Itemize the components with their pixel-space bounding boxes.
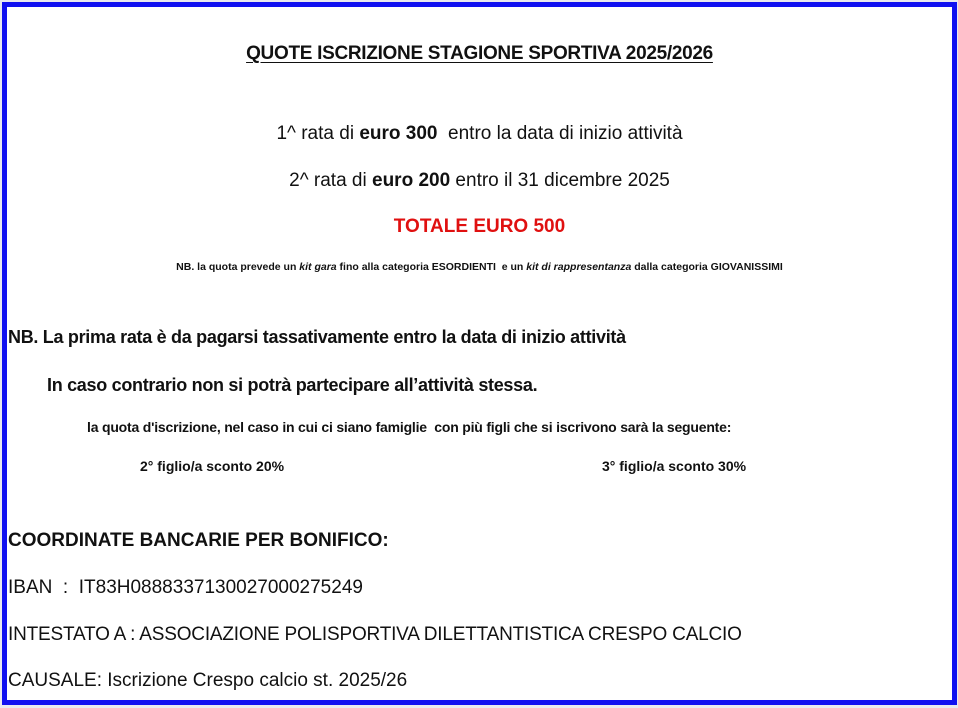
document-frame xyxy=(2,2,957,705)
rata-1-suffix: entro la data di inizio attività xyxy=(437,123,683,144)
kit-rappresentanza: kit di rappresentanza xyxy=(526,261,632,273)
rata-2-prefix: 2^ rata di xyxy=(289,170,372,191)
famiglie-note: la quota d'iscrizione, nel caso in cui ci siano famiglie con più figli che si iscrivono sarà la seguente: xyxy=(87,419,732,435)
kit-note-part2: fino alla categoria ESORDIENTI e un xyxy=(336,261,527,273)
sconto-secondo-figlio: 2° figlio/a sconto 20% xyxy=(140,458,285,474)
kit-note-part1: NB. la quota prevede un xyxy=(176,261,300,273)
rata-2-amount: euro 200 xyxy=(372,170,451,191)
totale-amount: TOTALE EURO 500 xyxy=(393,216,566,237)
nb-caso-contrario: In caso contrario non si potrà partecipare all’attività stessa. xyxy=(47,375,538,395)
sconto-terzo-figlio: 3° figlio/a sconto 30% xyxy=(602,458,747,474)
kit-note-part3: dalla categoria GIOVANISSIMI xyxy=(631,261,783,273)
iban: IBAN : IT83H0888337130027000275249 xyxy=(8,577,363,598)
rata-2-suffix: entro il 31 dicembre 2025 xyxy=(450,170,670,191)
rata-1-line xyxy=(7,123,952,145)
rata-1-prefix: 1^ rata di xyxy=(276,123,360,144)
rata-2-line xyxy=(7,170,952,192)
causale: CAUSALE: Iscrizione Crespo calcio st. 2025/26 xyxy=(8,670,408,691)
nb-prima-rata: NB. La prima rata è da pagarsi tassativamente entro la data di inizio attività xyxy=(8,327,626,347)
page-title: QUOTE ISCRIZIONE STAGIONE SPORTIVA 2025/2026 xyxy=(246,43,713,64)
coordinate-heading: COORDINATE BANCARIE PER BONIFICO: xyxy=(8,530,389,551)
kit-gara: kit gara xyxy=(299,261,337,273)
rata-1-amount: euro 300 xyxy=(359,123,438,144)
intestato: INTESTATO A : ASSOCIAZIONE POLISPORTIVA DILETTANTISTICA CRESPO CALCIO xyxy=(8,624,742,645)
kit-note xyxy=(7,261,952,273)
